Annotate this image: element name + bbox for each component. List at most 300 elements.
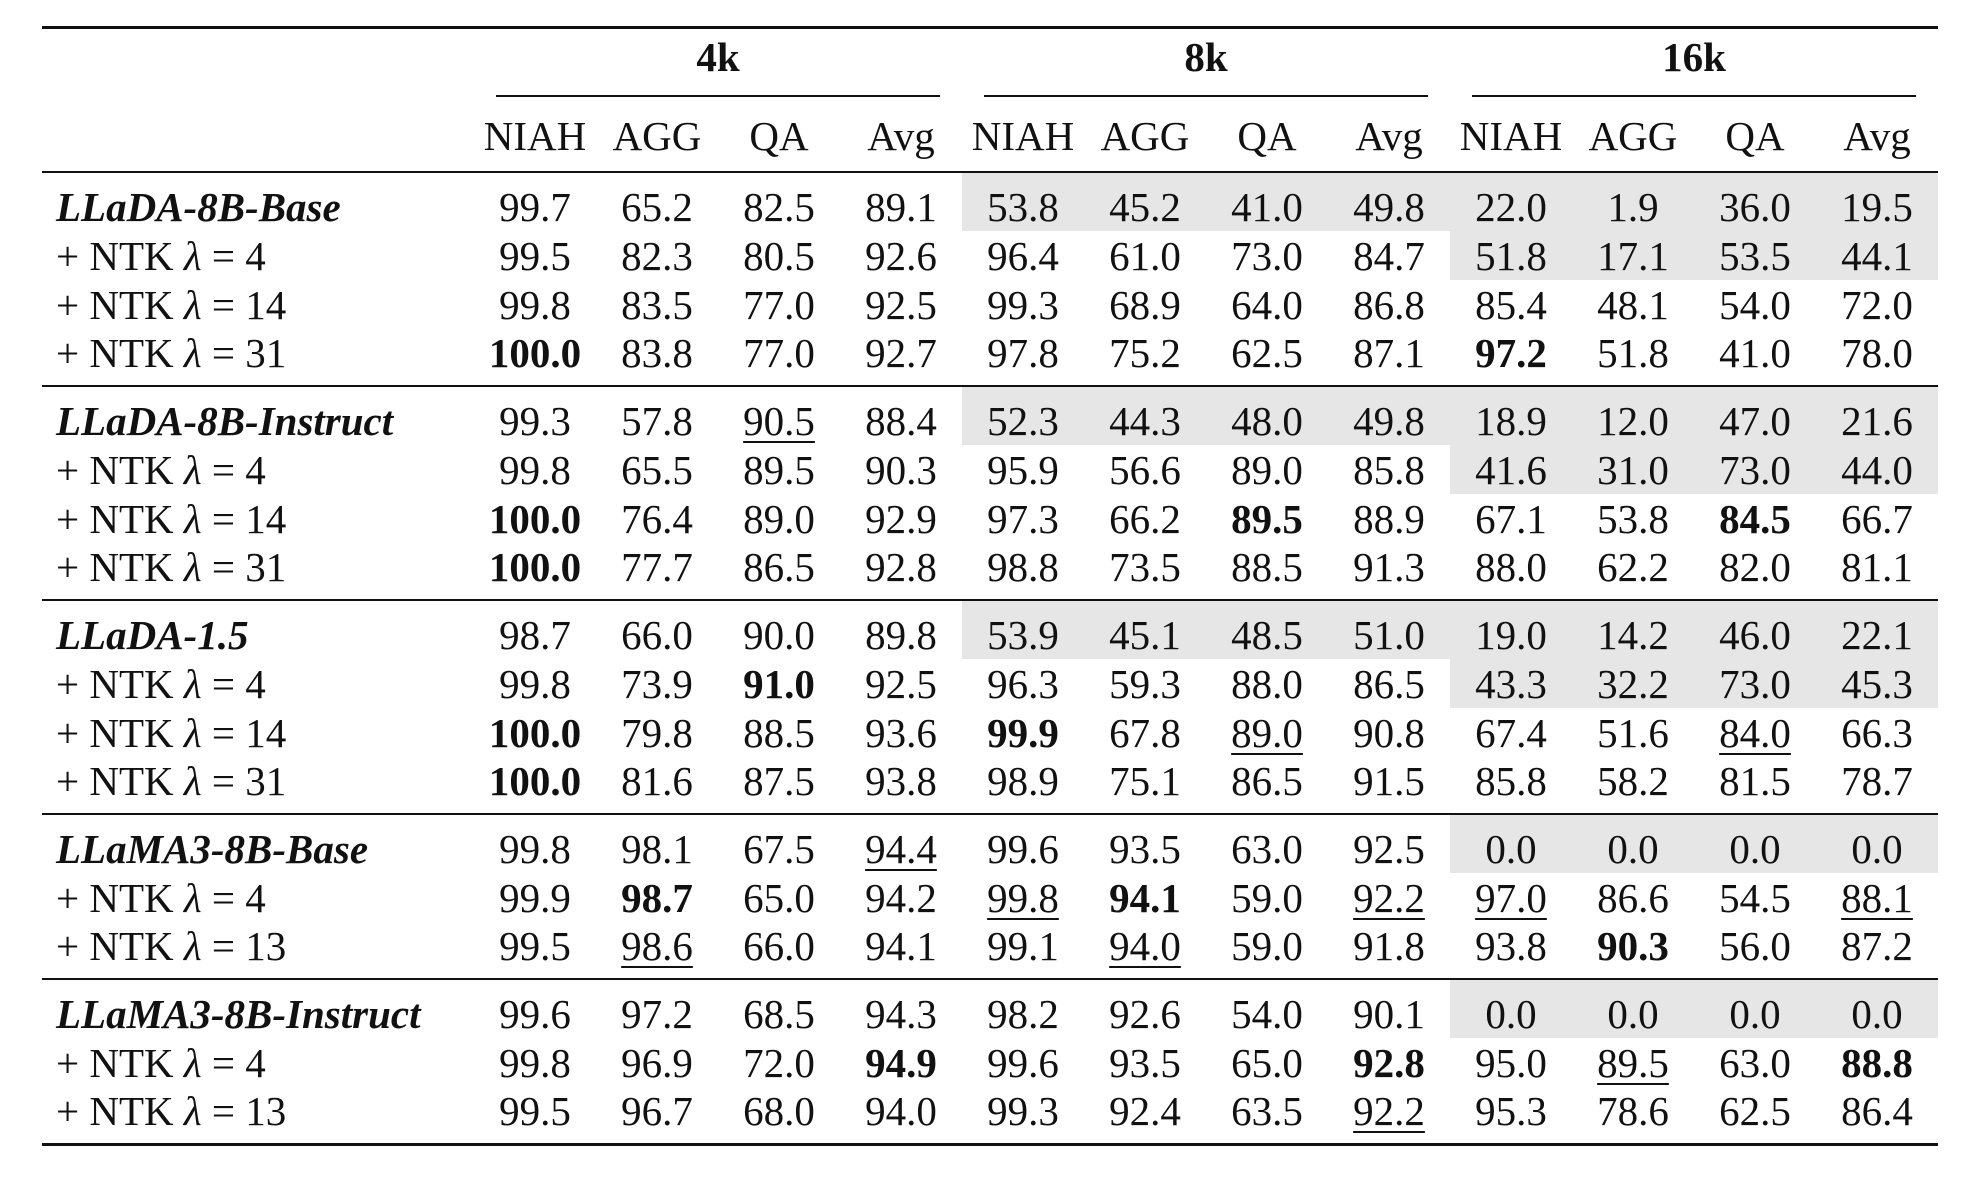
- score-cell: [596, 659, 718, 708]
- context-group-4k: 4k: [474, 28, 962, 102]
- score-cell: [1816, 659, 1938, 708]
- score-value: 54.0: [1719, 281, 1791, 328]
- score-cell: [1816, 329, 1938, 386]
- score-cell: [1450, 280, 1572, 329]
- score-cell: [1084, 1038, 1206, 1087]
- score-cell: [1206, 172, 1328, 231]
- score-value: 92.5: [1353, 826, 1425, 872]
- score-cell: [1450, 494, 1572, 543]
- score-cell: [962, 543, 1084, 600]
- score-value: 99.8: [499, 1039, 571, 1086]
- score-value: 94.3: [865, 991, 937, 1037]
- score-value: 49.8: [1353, 398, 1425, 444]
- score-cell: [1206, 231, 1328, 280]
- score-value: 0.0: [1851, 826, 1903, 872]
- score-cell: [1572, 386, 1694, 445]
- score-cell: [1206, 445, 1328, 494]
- score-value: 94.4: [865, 826, 937, 872]
- score-cell: [718, 922, 840, 979]
- score-value: 94.0: [1109, 923, 1181, 969]
- score-value: 88.5: [1231, 544, 1303, 590]
- score-cell: [1206, 494, 1328, 543]
- score-value: 88.1: [1841, 874, 1913, 921]
- score-cell: [1084, 172, 1206, 231]
- score-value: 52.3: [987, 398, 1059, 444]
- score-value: 99.6: [987, 826, 1059, 872]
- score-cell: [718, 172, 840, 231]
- score-value: 53.8: [987, 184, 1059, 230]
- variant-label: + NTK λ = 31: [56, 758, 287, 804]
- score-cell: [474, 1038, 596, 1087]
- score-value: 41.0: [1231, 184, 1303, 230]
- score-cell: [1328, 231, 1450, 280]
- score-value: 96.3: [987, 660, 1059, 707]
- score-cell: [1450, 329, 1572, 386]
- score-cell: [840, 708, 962, 757]
- score-cell: [1328, 445, 1450, 494]
- results-table-body: [42, 172, 1938, 1145]
- score-value: 82.0: [1719, 544, 1791, 590]
- variant-label: + NTK λ = 13: [56, 923, 287, 969]
- score-value: 66.7: [1841, 495, 1913, 542]
- score-cell: [718, 329, 840, 386]
- score-value: 41.6: [1475, 446, 1547, 493]
- score-cell: [1328, 708, 1450, 757]
- score-cell: [1816, 757, 1938, 814]
- score-cell: [718, 708, 840, 757]
- score-cell: [1328, 659, 1450, 708]
- score-cell: [1694, 1087, 1816, 1145]
- score-value: 99.8: [987, 874, 1059, 921]
- score-value: 53.8: [1597, 495, 1669, 542]
- score-cell: [596, 543, 718, 600]
- score-value: 87.5: [743, 758, 815, 804]
- score-value: 62.5: [1231, 330, 1303, 376]
- score-cell: [718, 659, 840, 708]
- score-cell: [1572, 757, 1694, 814]
- score-cell: [840, 386, 962, 445]
- score-cell: [474, 873, 596, 922]
- score-cell: [840, 873, 962, 922]
- score-value: 96.9: [621, 1039, 693, 1086]
- score-cell: [718, 543, 840, 600]
- score-cell: [1694, 708, 1816, 757]
- score-cell: [718, 231, 840, 280]
- score-cell: [1816, 814, 1938, 873]
- score-value: 45.2: [1109, 184, 1181, 230]
- score-cell: [1816, 543, 1938, 600]
- score-value: 0.0: [1607, 991, 1659, 1037]
- model-name: LLaDA-1.5: [42, 600, 474, 659]
- score-cell: [474, 280, 596, 329]
- score-value: 95.9: [987, 446, 1059, 493]
- score-value: 67.8: [1109, 709, 1181, 756]
- score-cell: [1694, 386, 1816, 445]
- score-value: 99.8: [499, 281, 571, 328]
- score-value: 89.5: [743, 446, 815, 493]
- score-value: 96.4: [987, 232, 1059, 279]
- score-value: 82.5: [743, 184, 815, 230]
- score-cell: [596, 231, 718, 280]
- score-value: 94.1: [1109, 874, 1181, 921]
- score-value: 92.6: [865, 232, 937, 279]
- context-group-16k: 16k: [1450, 28, 1938, 102]
- score-cell: [1328, 757, 1450, 814]
- score-cell: [1084, 708, 1206, 757]
- score-cell: [596, 329, 718, 386]
- score-cell: [1084, 445, 1206, 494]
- score-value: 86.6: [1597, 874, 1669, 921]
- score-value: 90.1: [1353, 991, 1425, 1037]
- score-cell: [962, 979, 1084, 1038]
- score-value: 98.8: [987, 544, 1059, 590]
- score-cell: [1572, 659, 1694, 708]
- score-value: 86.5: [743, 544, 815, 590]
- score-cell: [1572, 280, 1694, 329]
- score-value: 99.6: [987, 1039, 1059, 1086]
- score-cell: [1572, 494, 1694, 543]
- score-value: 62.2: [1597, 544, 1669, 590]
- score-value: 100.0: [488, 330, 582, 376]
- score-cell: [1206, 814, 1328, 873]
- score-value: 54.5: [1719, 874, 1791, 921]
- score-cell: [1328, 873, 1450, 922]
- score-value: 48.5: [1231, 612, 1303, 658]
- score-cell: [1084, 494, 1206, 543]
- score-value: 94.0: [865, 1088, 937, 1134]
- context-length-header-row: [42, 28, 1938, 102]
- score-cell: [1084, 979, 1206, 1038]
- score-cell: [1816, 280, 1938, 329]
- score-cell: [962, 445, 1084, 494]
- ntk-variant-row: [42, 280, 1938, 329]
- score-value: 68.5: [743, 991, 815, 1037]
- variant-label: + NTK λ = 4: [56, 874, 266, 921]
- metric-header: AGG: [1588, 113, 1678, 159]
- score-cell: [1084, 757, 1206, 814]
- score-cell: [1572, 445, 1694, 494]
- score-value: 68.9: [1109, 281, 1181, 328]
- score-cell: [1206, 329, 1328, 386]
- ntk-variant-row: [42, 757, 1938, 814]
- score-cell: [718, 1038, 840, 1087]
- score-value: 75.2: [1109, 330, 1181, 376]
- score-cell: [840, 445, 962, 494]
- score-value: 65.5: [621, 446, 693, 493]
- score-value: 91.3: [1353, 544, 1425, 590]
- score-value: 96.7: [621, 1088, 693, 1134]
- score-value: 65.2: [621, 184, 693, 230]
- score-cell: [1206, 873, 1328, 922]
- score-cell: [840, 231, 962, 280]
- score-cell: [1450, 231, 1572, 280]
- variant-label: + NTK λ = 14: [56, 709, 287, 756]
- score-cell: [1816, 386, 1938, 445]
- score-cell: [1694, 659, 1816, 708]
- score-value: 88.4: [865, 398, 937, 444]
- score-value: 83.5: [621, 281, 693, 328]
- score-cell: [718, 873, 840, 922]
- score-value: 0.0: [1485, 991, 1537, 1037]
- score-cell: [474, 600, 596, 659]
- score-cell: [718, 814, 840, 873]
- score-cell: [718, 1087, 840, 1145]
- score-cell: [474, 922, 596, 979]
- score-value: 66.0: [621, 612, 693, 658]
- score-value: 73.0: [1719, 446, 1791, 493]
- score-cell: [1084, 922, 1206, 979]
- score-cell: [1084, 814, 1206, 873]
- score-value: 92.6: [1109, 991, 1181, 1037]
- score-cell: [1328, 494, 1450, 543]
- score-value: 85.4: [1475, 281, 1547, 328]
- score-value: 51.0: [1353, 612, 1425, 658]
- score-value: 81.1: [1841, 544, 1913, 590]
- score-value: 90.5: [743, 398, 815, 444]
- score-value: 64.0: [1231, 281, 1303, 328]
- score-value: 89.1: [865, 184, 937, 230]
- corner-cell: [42, 101, 474, 172]
- score-cell: [1694, 1038, 1816, 1087]
- score-value: 99.5: [499, 923, 571, 969]
- score-cell: [962, 172, 1084, 231]
- score-cell: [474, 814, 596, 873]
- score-cell: [840, 659, 962, 708]
- score-value: 63.0: [1231, 826, 1303, 872]
- score-cell: [962, 873, 1084, 922]
- score-cell: [1450, 1038, 1572, 1087]
- score-value: 81.6: [621, 758, 693, 804]
- score-cell: [1206, 708, 1328, 757]
- score-cell: [1694, 979, 1816, 1038]
- score-value: 89.0: [1231, 709, 1303, 756]
- score-value: 93.8: [1475, 923, 1547, 969]
- score-value: 51.8: [1475, 232, 1547, 279]
- score-cell: [1450, 757, 1572, 814]
- score-value: 99.3: [987, 1088, 1059, 1134]
- context-group-8k: 8k: [962, 28, 1450, 102]
- score-value: 92.5: [865, 660, 937, 707]
- score-value: 99.7: [499, 184, 571, 230]
- score-cell: [962, 757, 1084, 814]
- score-value: 45.1: [1109, 612, 1181, 658]
- score-value: 89.5: [1597, 1039, 1669, 1086]
- score-cell: [1084, 659, 1206, 708]
- metric-header: Avg: [1355, 113, 1423, 159]
- score-cell: [1572, 543, 1694, 600]
- ntk-variant-row: [42, 659, 1938, 708]
- score-cell: [1084, 1087, 1206, 1145]
- score-cell: [718, 757, 840, 814]
- score-value: 97.8: [987, 330, 1059, 376]
- score-cell: [840, 172, 962, 231]
- score-cell: [1694, 231, 1816, 280]
- score-value: 53.9: [987, 612, 1059, 658]
- score-value: 1.9: [1607, 184, 1659, 230]
- score-cell: [840, 979, 962, 1038]
- score-value: 88.0: [1475, 544, 1547, 590]
- results-table: [42, 26, 1938, 1146]
- score-cell: [596, 979, 718, 1038]
- score-value: 56.0: [1719, 923, 1791, 969]
- score-cell: [1328, 1087, 1450, 1145]
- score-cell: [1572, 231, 1694, 280]
- score-cell: [1816, 708, 1938, 757]
- score-value: 98.7: [499, 612, 571, 658]
- score-value: 44.3: [1109, 398, 1181, 444]
- score-cell: [962, 659, 1084, 708]
- score-value: 88.9: [1353, 495, 1425, 542]
- score-value: 59.3: [1109, 660, 1181, 707]
- score-cell: [596, 280, 718, 329]
- score-cell: [596, 814, 718, 873]
- metric-header: QA: [749, 113, 809, 159]
- score-value: 87.1: [1353, 330, 1425, 376]
- model-name: LLaDA-8B-Instruct: [42, 386, 474, 445]
- score-cell: [1816, 445, 1938, 494]
- score-value: 44.0: [1841, 446, 1913, 493]
- score-value: 19.5: [1841, 184, 1913, 230]
- score-value: 0.0: [1607, 826, 1659, 872]
- score-cell: [1450, 708, 1572, 757]
- score-value: 86.8: [1353, 281, 1425, 328]
- score-cell: [962, 600, 1084, 659]
- score-value: 94.9: [865, 1039, 937, 1086]
- score-cell: [1206, 600, 1328, 659]
- score-value: 92.9: [865, 495, 937, 542]
- score-cell: [1816, 1087, 1938, 1145]
- score-cell: [718, 979, 840, 1038]
- metric-header: NIAH: [483, 113, 587, 159]
- score-value: 91.8: [1353, 923, 1425, 969]
- score-value: 92.2: [1353, 874, 1425, 921]
- score-cell: [1572, 873, 1694, 922]
- variant-label: + NTK λ = 4: [56, 232, 266, 279]
- score-cell: [596, 445, 718, 494]
- score-cell: [962, 494, 1084, 543]
- variant-label: + NTK λ = 31: [56, 330, 287, 376]
- score-cell: [1816, 922, 1938, 979]
- ntk-variant-row: [42, 543, 1938, 600]
- score-value: 90.3: [1597, 923, 1669, 969]
- score-value: 90.8: [1353, 709, 1425, 756]
- score-value: 81.5: [1719, 758, 1791, 804]
- score-cell: [1206, 1087, 1328, 1145]
- score-cell: [596, 172, 718, 231]
- score-value: 86.5: [1231, 758, 1303, 804]
- score-cell: [1694, 757, 1816, 814]
- score-cell: [1206, 757, 1328, 814]
- score-cell: [1450, 386, 1572, 445]
- score-value: 100.0: [488, 544, 582, 590]
- score-cell: [1816, 979, 1938, 1038]
- ntk-variant-row: [42, 1087, 1938, 1145]
- score-cell: [1084, 873, 1206, 922]
- score-value: 32.2: [1597, 660, 1669, 707]
- score-value: 72.0: [1841, 281, 1913, 328]
- score-cell: [1572, 979, 1694, 1038]
- score-value: 92.2: [1353, 1088, 1425, 1134]
- score-value: 77.0: [743, 281, 815, 328]
- model-row: [42, 172, 1938, 231]
- score-value: 68.0: [743, 1088, 815, 1134]
- score-cell: [1450, 922, 1572, 979]
- score-cell: [1328, 600, 1450, 659]
- score-value: 100.0: [488, 758, 582, 804]
- score-value: 75.1: [1109, 758, 1181, 804]
- score-value: 0.0: [1851, 991, 1903, 1037]
- score-value: 97.2: [1475, 330, 1547, 376]
- score-cell: [1694, 280, 1816, 329]
- metric-header: Avg: [1843, 113, 1911, 159]
- model-name: LLaMA3-8B-Base: [42, 814, 474, 873]
- score-value: 73.0: [1231, 232, 1303, 279]
- score-cell: [474, 231, 596, 280]
- score-cell: [596, 386, 718, 445]
- score-cell: [1206, 280, 1328, 329]
- score-value: 12.0: [1597, 398, 1669, 444]
- ntk-variant-row: [42, 922, 1938, 979]
- score-cell: [962, 708, 1084, 757]
- score-value: 93.5: [1109, 1039, 1181, 1086]
- score-value: 94.2: [865, 874, 937, 921]
- score-value: 41.0: [1719, 330, 1791, 376]
- score-cell: [718, 386, 840, 445]
- ntk-variant-row: [42, 494, 1938, 543]
- metric-header: NIAH: [971, 113, 1075, 159]
- score-cell: [718, 600, 840, 659]
- score-cell: [962, 386, 1084, 445]
- score-cell: [1572, 1038, 1694, 1087]
- score-value: 17.1: [1597, 232, 1669, 279]
- model-row: [42, 814, 1938, 873]
- score-cell: [1450, 1087, 1572, 1145]
- score-cell: [596, 922, 718, 979]
- score-value: 90.0: [743, 612, 815, 658]
- score-cell: [1694, 600, 1816, 659]
- score-value: 0.0: [1729, 991, 1781, 1037]
- score-cell: [1450, 445, 1572, 494]
- score-cell: [474, 329, 596, 386]
- score-value: 78.6: [1597, 1088, 1669, 1134]
- score-cell: [596, 1087, 718, 1145]
- score-value: 58.2: [1597, 758, 1669, 804]
- ntk-variant-row: [42, 329, 1938, 386]
- score-value: 44.1: [1841, 232, 1913, 279]
- score-cell: [840, 600, 962, 659]
- score-value: 99.9: [499, 874, 571, 921]
- score-value: 100.0: [488, 495, 582, 542]
- score-value: 66.3: [1841, 709, 1913, 756]
- score-cell: [1694, 494, 1816, 543]
- score-value: 48.0: [1231, 398, 1303, 444]
- score-cell: [718, 280, 840, 329]
- score-value: 63.0: [1719, 1039, 1791, 1086]
- score-value: 61.0: [1109, 232, 1181, 279]
- ntk-variant-row: [42, 1038, 1938, 1087]
- score-value: 83.8: [621, 330, 693, 376]
- score-cell: [1328, 814, 1450, 873]
- score-value: 89.5: [1231, 495, 1303, 542]
- score-cell: [474, 494, 596, 543]
- score-value: 99.8: [499, 826, 571, 872]
- score-value: 86.4: [1841, 1088, 1913, 1134]
- score-value: 85.8: [1353, 446, 1425, 493]
- score-cell: [840, 329, 962, 386]
- score-value: 98.1: [621, 826, 693, 872]
- score-cell: [840, 543, 962, 600]
- metric-header: QA: [1725, 113, 1785, 159]
